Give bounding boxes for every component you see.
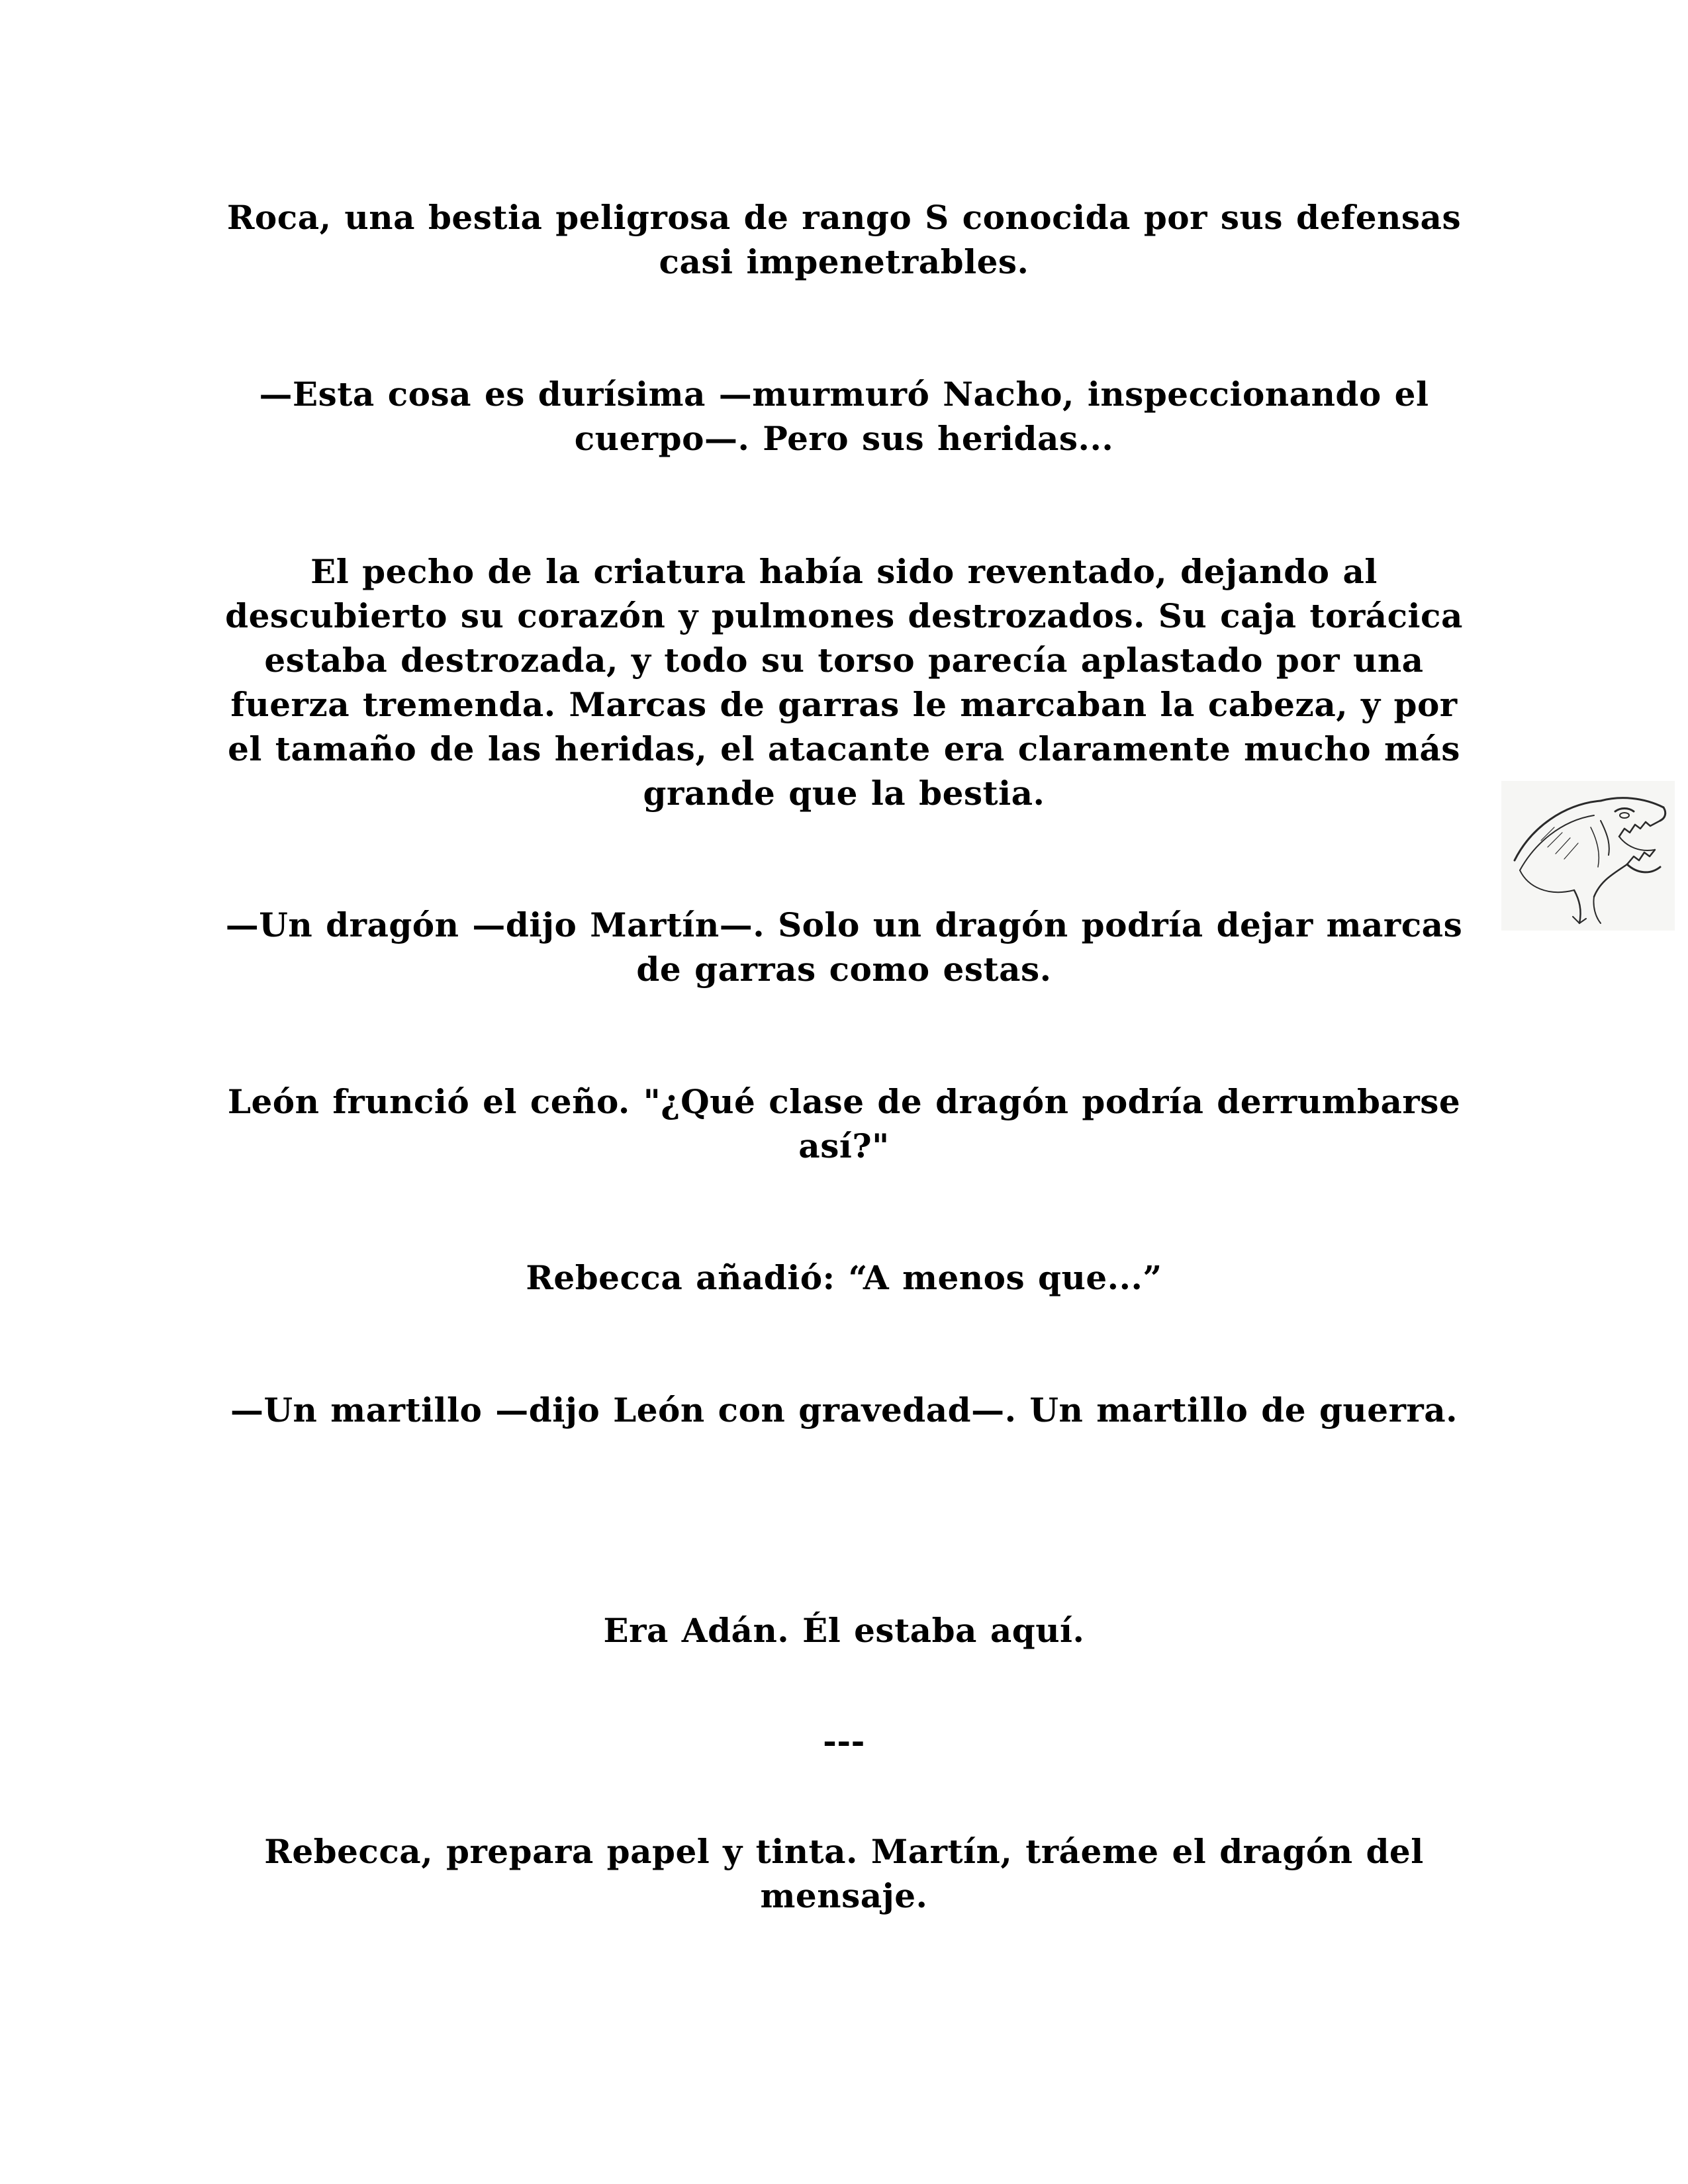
paragraph-roca-description: Roca, una bestia peligrosa de rango S conocida por sus defensas casi impenetrables. (226, 198, 1462, 281)
paragraph-martin-dialogue: —Un dragón —dijo Martín—. Solo un dragón podría dejar marcas de garras como estas. (225, 905, 1463, 989)
paragraph-creature-wounds: El pecho de la criatura había sido reventado, dejando al descubierto su corazón y pulmones destrozados. Su caja torácica estaba destrozada, y todo su torso parecía aplastado por una fuerza tremenda. Marcas de garras le marcaban la cabeza, y por el tamaño de las heridas, el atacante era claramente mucho más grande que la bestia. (225, 552, 1463, 813)
paragraph-leon-hammer: —Un martillo —dijo León con gravedad—. Un martillo de guerra. (230, 1390, 1458, 1430)
paragraph-rebecca-dialogue: Rebecca añadió: “A menos que...” (526, 1258, 1162, 1297)
section-separator: --- (823, 1721, 865, 1760)
paragraph-final-orders: Rebecca, prepara papel y tinta. Martín, tráeme el dragón del mensaje. (264, 1832, 1424, 1915)
paragraph-nacho-dialogue: —Esta cosa es durísima —murmuró Nacho, inspeccionando el cuerpo—. Pero sus heridas... (259, 375, 1429, 458)
paragraph-leon-question: León frunció el ceño. "¿Qué clase de dragón podría derrumbarse así?" (227, 1082, 1461, 1165)
dragon-head-sketch-icon (1501, 781, 1675, 931)
paragraph-adan-realization: Era Adán. Él estaba aquí. (603, 1611, 1085, 1650)
